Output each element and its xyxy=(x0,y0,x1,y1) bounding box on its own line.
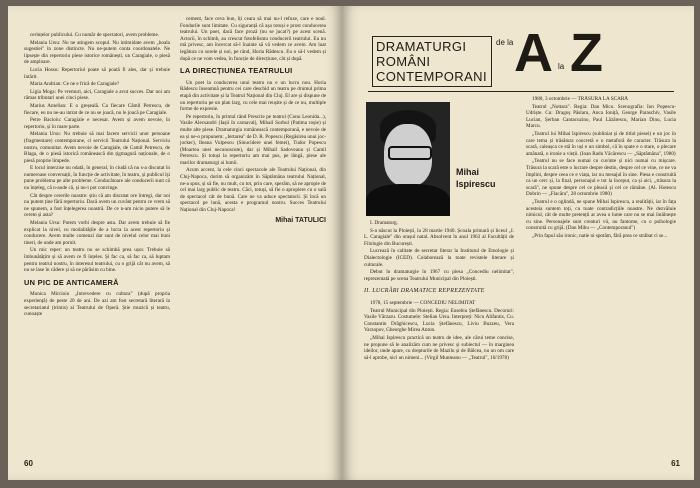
paragraph: Lucrează în calitate de secretar literar la Institutul de Etnologie și Dialectologie (ICED). Colaborează la toate revistele literare și culturale. xyxy=(364,248,514,268)
paragraph: 1980, 3 octombrie — TRĂSURA LA SCARĂ xyxy=(532,96,629,102)
page-number-right: 61 xyxy=(671,459,680,468)
left-page xyxy=(8,6,342,480)
author-photo xyxy=(366,102,450,216)
left-col1-section-paragraphs xyxy=(24,291,170,317)
author-first-name: Mihai xyxy=(456,167,480,177)
banner-line: DRAMATURGI xyxy=(376,39,467,54)
paragraph: 1978, 15 septembrie — CONCEDIU NELIMITAT xyxy=(370,299,476,306)
a-to-z-logo xyxy=(492,24,677,86)
paragraph: Maria Andrian: Ce ne e frică de Caragiale? xyxy=(30,81,120,88)
paragraph: Teatrul Municipal din Ploiești. Regia: Eusebiu Ștefănescu. Decoruri: Vasile Vărzaru. Costumele: Stelian Ursu. Interpreți: Nicu Alifantis, Cu. Constantin Drăghicescu, Lucia Ștefănescu, Liviu Buzzeu, Vera Varzopov, Gheorghe Mirea Anton. xyxy=(364,307,514,334)
right-col3-paragraphs xyxy=(364,220,514,282)
paragraph: Melania Ursu: Nu ne atingem scopul. Nu intimidate avem „boala sugestiei" în zone distincte. Nu ne-putem conta coordonatele. Ne lipsește din repertoriu piese istorice românești, un Caragiale, o piesă de amploare. xyxy=(24,39,170,66)
paragraph: cerințelor publicului. Cu număr de spectatori, avem probleme. xyxy=(30,32,160,38)
photo-glasses xyxy=(388,146,432,160)
paragraph: Lucia Hossu: Repertoriul poate să poată fi ales, dar și trebuie întărit. xyxy=(24,66,170,80)
photo-shoulders xyxy=(366,184,450,216)
paragraph: „Teatrul lui Mihai Ispirescu (subliniat și de titlul piesei) e un joc în care tema și trăsătura concretă e o metaforă de caracter. Trăsura la scară, caleașca ce stă în uși e un simbol, că în spate e o stare, o plecare amânată, o ironie a vieții. (Ioan Radu Văcărescu — „Săptămâna", 1980) xyxy=(526,130,676,157)
section-heading-anticamera: UN PIC DE ANTICAMERĂ xyxy=(24,277,119,287)
paragraph: Petre Bacioiu: Caragiale e necesar. Avem și avem nevoie, în repertoriu, și în mare parte. xyxy=(24,117,170,130)
left-column-1 xyxy=(24,32,170,428)
right-column-4 xyxy=(526,96,676,456)
paragraph: Un poet la conducerea unui teatru nu e un lucru nou. Horia Rădescu înseamnă pentru cei care deschid un teatru pe drumul prima etapă din activitate și la Teatrul Național din Cluj. El are și dispune de un repertoriu pe un plan larg, cu cele mai reușite și de ce nu, multiple forme de expresie. xyxy=(180,79,326,113)
paragraph: Acum accent, la cele cinci spectacole ale Teatrului Național, din Cluj-Napoca, dorim să organizăm în Săptămâna teatrului Național, ne-a spus, și să fie, nu mult, cu tot, prin care, sperăm, să ne apropie de cel mai larg public de teatru. Căci, totuși, să fie o apropiere cu o sală de spectacol cât de bună. Care ne va aduce spectatorii. Și încă un spectacol pe lună, acesta e programul nostru. Succes Teatrului Național din Cluj-Napoca! xyxy=(180,167,326,214)
paragraph: E locul interzise nu odată, în general, în ciudă că nu s-a discutat în numeroase conversații, în funcție de activitate, în teatru, și publicul își pune problema pe alte probleme. Conducătoare ale conducerii sunt că nu înțeleg, că n-aude că, și nu-i pot convinge. xyxy=(24,165,170,192)
paragraph: Melania Ursu: Nu trebuie să mai facem servicii unor persoane (fragmentare) contemporane, ci servicii Teatrului Național. Serviciu nostru, comunitar. Avem nevoie de Caragiale, de Camil Petrescu, de Blaga, de o piesă istorică românească din țigmagură naționale, de o piesă proprie limpede. xyxy=(24,131,170,164)
left-column-2 xyxy=(180,16,326,448)
author-name xyxy=(456,166,496,190)
banner-line: CONTEMPORANI xyxy=(376,69,487,84)
right-col4-paragraphs xyxy=(526,96,676,239)
paragraph: S-a născut la Ploiești, la 28 martie 1940. Școala primară și liceul „I. L. Caragiale" din orașul natal. Absolvent în anul 1963 al Facultății de Filologie din București. xyxy=(364,227,514,247)
paragraph: Pe repertoriu, în primul rând Prescrie pe teatrul (Conu Leonida...), Vasile Alecsandri (Iașii în carnaval), Mihail Sorbul (Patima roșie) și multe alte piese. Dramaturgia românească contemporană, e nevoie de ea și ne-o propunem: „Iertarea" de D. R. Popescu (Regăsirea unui joc-jocker), Ileana Vulpescu (Sinucidere unei femei), Tudor Popescu (Moartea unei necunoscute), dar și Mihail Sadoveanu și Camil Petrescu. Și totuși la repertoriu am mai pus, pe lângă, piese ale marilor dramaturgi ai lumii. xyxy=(180,113,326,166)
az-de-la: de la xyxy=(496,38,514,47)
paragraph: cement, face ceva bun, îți ceara să mai nu-l refuze, care e noul. Fondurile sunt limitate. Cu siguranță că așa totuși e prost conducerea teatrului. Un poet, dacă face proză (nu se jucat?) pe acest scenă. Actorii, în schimb, au crescut fotofelismu conducerii teatrului. Eu nu mă privesc, am încercat să-l înainte să vă vedem ce avem. Am luat legătura cu sorele și noi, pe rând, Horia Rădescu. Eu o să-l vedem și după ce ne vom vedea, în funcție de direcțiune, cât și după. xyxy=(180,16,326,62)
left-col2-paragraphs xyxy=(180,16,326,62)
paragraph: Un mic reper: un teatru nu se schimbă prea ușor. Trebuie să îmbunătățim și să avem ce fi înțeles. Și fac ca, să fac ca, să luptam pentru teatrul nostru, în interesul teatrului, cu o grijă cât nu avem, să nu se lase în cădere și să ne părăsim cu bine. xyxy=(24,247,170,274)
right-col3-section-paragraphs xyxy=(364,300,514,361)
series-banner xyxy=(372,36,492,87)
paragraph: „Mihai Ispirescu practică un teatru de idee, ale cărui teme concise, ne propune să le analizăm cum ne privesc și subiectul — în marginea ideilor, unde apare, cu drepturile de Mazilu și de Bălcea, nu un om care să-l aprobe, nici un nimeni... (Virgil Munteanu — „Teatrul", 10/1978) xyxy=(364,334,514,361)
paragraph: Teatrul „Nottara". Regia: Dan Micu. Scenografia: Ion Popescu-Udriște. Cu: Dragoș Pâslaru, Anca Ioniță, George Paraschiv, Vasile Lucian, Șerban Cantacuzino, Paul Lăzărescu, Marian Dinu, Lucia Marcu. xyxy=(526,103,676,130)
paragraph: I. Dramaturg. xyxy=(370,220,398,226)
section-heading-directiune: LA DIRECȚIUNEA TEATRULUI xyxy=(180,66,293,76)
paragraph: Debut în dramaturgie în 1967 cu piesa „Concediu nelimitat", reprezentată pe scena Teatrului Municipal din Ploiești. xyxy=(364,269,514,282)
paragraph: „Teatrul nu se face numai cu cuvinte și nici numai cu mișcare. Trăsura la scară este o lucrare despre destin, despre cel ce vine, ce ne va împlini, despre ceea ce e viața, iar nu mesajul în sine. Piesa e construită ca un cerc și, la final, personajul e tot la început, ca și aici, „trăsura la scară", ne spune despre cel ce pleacă și cel ce rămâne. (Al. Hotescu Dobrin — „Flacăra", 28 octombrie 1980) xyxy=(526,158,676,198)
paragraph: „Teatrul e o oglindă, ne spune Mihai Ispirescu, a realității, iar în fața acesteia suntem toți, cu toate contradicțiile noastre. Ne dezvăluie nimicul, cât de multe pretenții ar avea o lume care nu se mai întâlnește cu sine. Personajele sunt creaturi vii, nu fantome, cu o psihologie construită cu grijă. (Dan Mihu — „Contemporanul") xyxy=(526,198,676,232)
paragraph: Ligia Moga: Pe vremuri, aici, Caragiale a avut succes. Dar noi am rămas tributari unei cinci piese. xyxy=(24,88,170,102)
left-col1-paragraphs xyxy=(24,32,170,274)
az-letter-a: A xyxy=(514,23,553,83)
paragraph: Marius Amelian: E o greșeală. Ca fiecare Cămil Petrescu, de fiecare, eu nu ne-au intrat de ce nu se joacă, nu le joacă pe Caragiale. xyxy=(24,102,170,116)
az-la: la xyxy=(558,62,565,71)
byline: Mihai TATULICI xyxy=(275,216,326,224)
header-rule xyxy=(368,91,674,92)
section-heading-lucrari: II. LUCRĂRI DRAMATICE REPREZENTATE xyxy=(364,288,485,295)
banner-line: ROMÂNI xyxy=(376,54,431,69)
paragraph: „Prin fapul său ironic, natie ni spotăm, fără prea ce strâbat ci se... xyxy=(532,232,668,239)
paragraph: Melania Ursu: Putem vorbi despre asta. Dar avem trebuie să fie explicat la nivel, cu modalitățile de a lucra la acest repertoriu și conducere. Avem multe comenzi dar sunt de nivelul celor mai buni tineri, de unde am pornit. xyxy=(24,220,170,246)
paragraph: Cât despre cererile noastre: știu că am discutat ore întregi, dar noi nu putem ține fără repertoriu. Dacă avem un cuvânt pentru ce vrem să ne spunem, a fost înțelegerea noastră. De ce n-am nicio putere să le cerem și asta? xyxy=(24,192,170,219)
right-page xyxy=(342,6,694,480)
paragraph: Monica Mircioiu „Intrevedere cu cultura" (după propria experiență) de peste 20 de ani. De azi am fost secretară literară la secretariatul (trimis) al Teatrului de Operă. Știe muzică și teatru, cunoaște xyxy=(24,291,170,318)
right-column-3 xyxy=(364,220,514,458)
author-last-name: Ispirescu xyxy=(456,179,496,189)
left-col2-section-paragraphs xyxy=(180,80,326,214)
az-letter-z: Z xyxy=(570,23,603,83)
page-number-left: 60 xyxy=(24,459,33,468)
